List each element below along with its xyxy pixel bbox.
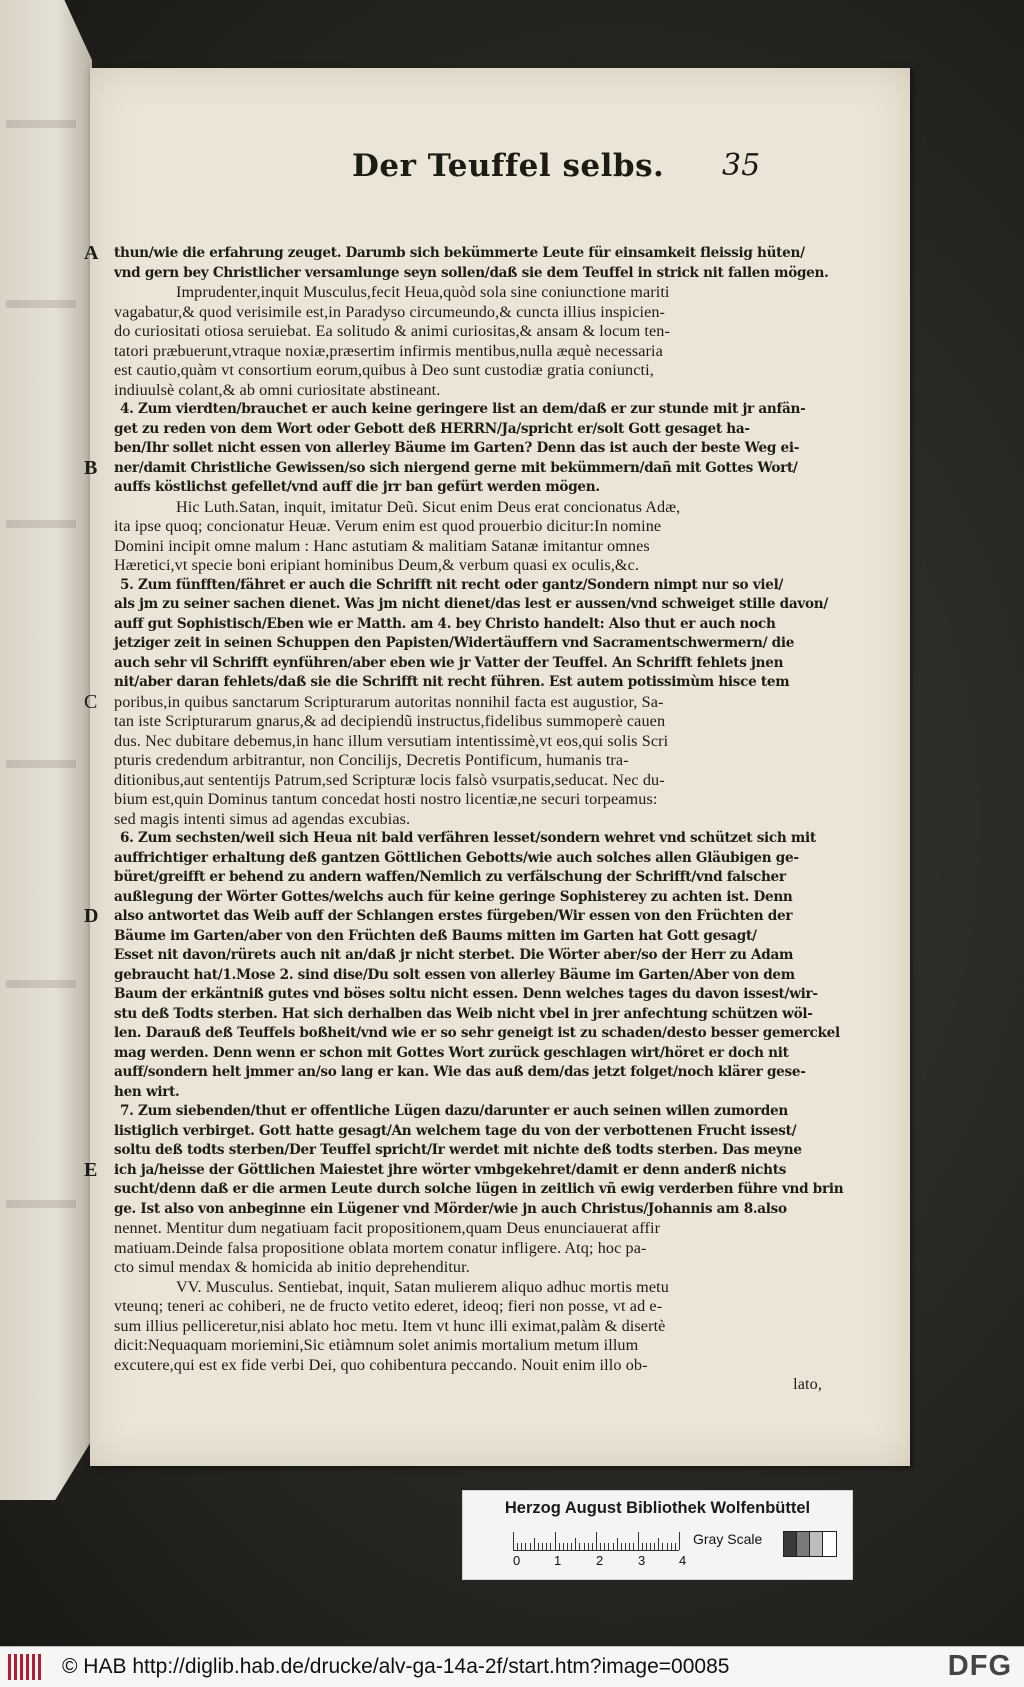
text-line-content: nit/aber daran fehlets/daß sie die Schrifft nit recht führen. Est autem potissimùm hisce tem	[114, 674, 790, 690]
text-line	[114, 283, 822, 303]
text-line-content: sum illius pelliceretur,nisi ablato hoc metu. Item vt hunc illi eximat,palàm & disertè	[114, 1316, 666, 1335]
hab-logo-icon	[8, 1654, 48, 1680]
text-line	[114, 537, 822, 557]
text-line-content: excutere,qui est ex fide verbi Dei, quo cohibentura peccando. Nouit enim illo ob-	[114, 1355, 648, 1374]
text-line-content: Bäume im Garten/aber von den Früchten deß Baums mitten im Garten hat Gott gesagt/	[114, 927, 757, 944]
text-line	[114, 868, 822, 888]
text-line	[114, 1180, 844, 1200]
text-line	[114, 517, 822, 537]
text-line	[114, 751, 822, 771]
text-line-content: büret/greifft er behend zu andern waffen/Nemlich zu verfälschung der Schrifft/vnd falscher	[114, 869, 786, 885]
page-text	[84, 242, 844, 1395]
text-line-content: listiglich verbirget. Gott hatte gesagt/An welchem tage du von der verbottenen Frucht issest/	[114, 1122, 797, 1139]
ruler-tick	[675, 1543, 676, 1550]
text-line	[114, 556, 822, 576]
ruler-tick	[604, 1543, 605, 1550]
text-line	[84, 456, 822, 479]
text-line	[114, 654, 822, 674]
ruler-tick	[534, 1538, 535, 1550]
text-line	[114, 1356, 822, 1376]
text-line	[114, 576, 822, 596]
text-line-content: thun/wie die erfahrung zeuget. Darumb sich bekümmerte Leute für einsamkeit fleissig hüten/	[114, 245, 805, 261]
text-line-content: auff gut Sophistisch/Eben wie er Matth. am 4. bey Christo handelt: Also thut er auch noch	[114, 615, 776, 632]
text-line-content: Hæretici,vt specie boni eripiant hominibus Deum,& verbum quasi ex oculis,&c.	[114, 556, 640, 574]
text-line-content: auffs köstlichst gefellet/vnd auff die jrr ban gefürt werden mögen.	[114, 479, 600, 495]
text-line-content: außlegung der Wörter Gottes/welchs auch für keine geringe Sophisterey zu achten ist. Denn	[114, 888, 793, 905]
ruler-tick	[555, 1532, 556, 1550]
text-line-content: get zu reden von dem Wort oder Gebott deß HERRN/Ja/spricht er/solt Gott gesaget ha-	[114, 420, 750, 437]
ruler-tick	[608, 1543, 609, 1550]
ruler-tick	[650, 1543, 651, 1550]
running-head: Der Teuffel selbs.	[352, 148, 665, 184]
text-line	[114, 1044, 822, 1064]
text-line-content: soltu deß todts sterben/Der Teuffel spricht/Ir werdet mit nichte deß todts sterben. Das meyne	[114, 1142, 802, 1158]
text-line-content: Domini incipit omne malum : Hanc astutiam & malitiam Satanæ imitantur omnes	[114, 536, 650, 555]
text-line	[114, 712, 822, 732]
scale-numbers	[507, 1553, 687, 1569]
ruler-tick	[567, 1543, 568, 1550]
text-line-content: hen wirt.	[114, 1083, 180, 1100]
text-line-content: dicit:Nequaquam moriemini,Sic etiàmnum solet animis mortalium metum illum	[114, 1336, 639, 1354]
text-line	[114, 420, 822, 440]
margin-marker: C	[84, 690, 98, 713]
text-line-content: nennet. Mentitur dum negatiuam facit propositionem,quam Deus enunciauerat affir	[114, 1219, 661, 1237]
text-line	[114, 615, 822, 635]
text-line	[114, 342, 822, 362]
ruler-tick	[633, 1543, 634, 1550]
text-line-content: auch sehr vil Schrifft eynführen/aber eben wie jr Vatter der Teuffel. An Schrifft fehlets jnen	[114, 654, 784, 671]
text-line	[114, 264, 829, 284]
scale-number: 1	[554, 1553, 562, 1568]
text-line-content: ner/damit Christliche Gewissen/so sich niergend gerne mit bekümmern/dañ mit Gottes Wort/	[114, 459, 798, 476]
text-line-content: 7. Zum siebenden/thut er offentliche Lügen dazu/darunter er auch seinen willen zumorden	[120, 1103, 788, 1119]
text-line-content: ita ipse quoq; concionatur Heuæ. Verum enim est quod prouerbio dicitur:In nomine	[114, 517, 662, 535]
text-line	[114, 1258, 822, 1278]
ruler-tick	[550, 1543, 551, 1550]
ruler-tick	[662, 1543, 663, 1550]
margin-marker: A	[84, 242, 99, 264]
text-line-content: dus. Nec dubitare debemus,in hanc illum versutiam intentissimè,vt eos,qui solis Scri	[114, 731, 669, 750]
text-line-content: indiuulsè colant,& ab omni curiositate abstineant.	[114, 380, 441, 399]
text-line	[114, 810, 822, 830]
gray-scale-label: Gray Scale	[693, 1531, 763, 1547]
text-line	[114, 439, 822, 459]
text-line-content: als jm zu seiner sachen dienet. Was jm nicht dienet/das lest er aussen/vnd schweiget stille davon/	[114, 596, 828, 612]
text-line-content: matiuam.Deinde falsa propositione oblata mortem conatur infligere. Atq; hoc pa-	[114, 1238, 647, 1257]
text-line	[114, 361, 822, 381]
text-line-content: Esset nit davon/rürets auch nit an/daß jr nicht sterbet. Die Wörter aber/so der Herr zu Adam	[114, 947, 794, 963]
text-line	[114, 1122, 822, 1142]
text-line-content: VV. Musculus. Sentiebat, inquit, Satan mulierem aliquo adhuc mortis metu	[176, 1277, 669, 1296]
gray-swatch	[822, 1531, 837, 1557]
text-line	[114, 1024, 840, 1044]
text-line	[114, 673, 822, 693]
ruler-tick	[646, 1543, 647, 1550]
ruler-tick	[629, 1543, 630, 1550]
text-line-content: len. Darauß deß Teuffels boßheit/vnd wie er so sehr geneigt ist zu schaden/desto besser gemerckel	[114, 1025, 840, 1041]
text-line	[114, 1005, 822, 1025]
ruler-tick	[521, 1543, 522, 1550]
text-line	[114, 946, 822, 966]
text-line-content: vagabatur,& quod verisimile est,in Paradyso circumeundo,& cuncta illius inspicien-	[114, 302, 666, 321]
ruler-tick	[600, 1543, 601, 1550]
text-line	[84, 690, 822, 713]
ruler-tick	[559, 1543, 560, 1550]
text-line	[114, 595, 828, 615]
text-line-content: ge. Ist also von anbeginne ein Lügener vnd Mörder/wie jn auch Christus/Johannis am 8.also	[114, 1200, 787, 1217]
ruler-tick	[525, 1543, 526, 1550]
text-line	[114, 400, 822, 420]
text-line	[114, 478, 822, 498]
text-line-content: vteunq; teneri ac cohiberi, ne de fructo vetito ederet, ideoq; fieri non posse, vt ad e-	[114, 1297, 663, 1315]
text-line	[84, 1158, 822, 1181]
text-line-content: pturis credendum arbitrantur, non Concilijs, Decretis Pontificum, humanis tra-	[114, 751, 629, 769]
text-line	[84, 905, 822, 927]
text-line-content: Hic Luth.Satan, inquit, imitatur Deũ. Sicut enim Deus erat concionatus Adæ,	[176, 497, 681, 516]
ruler-tick	[596, 1532, 597, 1550]
ruler-tick	[621, 1543, 622, 1550]
text-line	[114, 1239, 822, 1259]
color-reference-card	[462, 1490, 853, 1580]
scale-number: 4	[679, 1553, 687, 1568]
text-line-content: auff/sondern helt jmmer an/so lang er kan. Wie das auß dem/das jetzt folget/noch klärer gese-	[114, 1064, 806, 1080]
text-line	[114, 634, 822, 654]
ruler-tick	[625, 1543, 626, 1550]
margin-marker: D	[84, 905, 99, 927]
margin-marker: E	[84, 1158, 98, 1181]
text-line-content: Imprudenter,inquit Musculus,fecit Heua,quòd sola sine coniunctione mariti	[176, 283, 670, 301]
ruler-tick	[575, 1538, 576, 1550]
text-line-content: vnd gern bey Christlicher versamlunge seyn sollen/daß sie dem Teuffel in strick nit fallen mögen.	[114, 264, 829, 281]
ruler-tick	[613, 1543, 614, 1550]
ruler-tick	[517, 1543, 518, 1550]
ruler-tick	[654, 1543, 655, 1550]
text-line	[114, 1278, 822, 1298]
text-line-content: jetziger zeit in seinen Schuppen den Papisten/Widertäuffern vnd Sacramentschwermern/ die	[114, 635, 795, 651]
text-line	[114, 1141, 822, 1161]
text-line-content: stu deß Todts sterben. Hat sich derhalben das Weib nicht vbel in jrer anfechtung schützen wöl-	[114, 1005, 813, 1022]
ruler-tick	[592, 1543, 593, 1550]
text-line-content: gebraucht hat/1.Mose 2. sind dise/Du solt essen von allerley Bäume im Garten/Aber von dem	[114, 966, 795, 983]
ruler-tick	[579, 1543, 580, 1550]
text-line-content: est cautio,quàm vt consortium eorum,quibus à Deo sunt custodiæ gratia coniuncti,	[114, 361, 654, 379]
text-line-content: 6. Zum sechsten/weil sich Heua nit bald verfähren lesset/sondern wehret vnd schützet sich mit	[120, 830, 816, 846]
text-line	[114, 1219, 822, 1239]
text-line	[114, 1083, 822, 1103]
copyright-link[interactable]: © HAB http://diglib.hab.de/drucke/alv-ga-14a-2f/start.htm?image=00085	[62, 1655, 730, 1678]
ruler-tick	[638, 1532, 639, 1550]
ruler-tick	[563, 1543, 564, 1550]
text-line-content: auffrichtiger erhaltung deß gantzen Göttlichen Gebotts/wie auch solches allen Gläubigen ge-	[114, 849, 799, 866]
page-header	[90, 148, 910, 188]
text-line-content: also antwortet das Weib auff der Schlangen erstes fürgeben/Wir essen von den Früchten der	[114, 908, 793, 924]
text-line	[114, 966, 822, 986]
text-line	[114, 849, 822, 869]
ruler-tick	[584, 1543, 585, 1550]
text-line	[114, 888, 822, 908]
ruler-tick	[642, 1543, 643, 1550]
text-line	[114, 1375, 822, 1395]
text-line-content: 4. Zum vierdten/brauchet er auch keine geringere list an dem/daß er zur stunde mit jr anfän-	[120, 401, 806, 417]
book-page	[84, 68, 910, 1466]
text-line-content: bium est,quin Dominus tantum concedat hosti nostro licentiæ,ne securi torpeamus:	[114, 790, 658, 808]
text-line	[114, 1317, 822, 1337]
footer-bar	[0, 1646, 1024, 1687]
text-line	[114, 1336, 822, 1356]
text-line-content: tan iste Scripturarum gnarus,& ad decipiendũ instructus,fidelibus summoperè cauen	[114, 712, 666, 730]
text-line	[114, 303, 822, 323]
scale-ruler	[513, 1532, 679, 1551]
text-line-content: ditionibus,aut sententijs Patrum,sed Scripturæ locis falsò vsurpatis,seducat. Nec du-	[114, 770, 665, 789]
scale-number: 2	[596, 1553, 604, 1568]
library-name: Herzog August Bibliothek Wolfenbüttel	[504, 1499, 811, 1517]
ruler-tick	[667, 1543, 668, 1550]
scale-number: 0	[513, 1553, 521, 1568]
ruler-tick	[588, 1543, 589, 1550]
text-line-content: mag werden. Denn wenn er schon mit Gottes Wort zurück geschlagen wirt/höret er doch nit	[114, 1044, 789, 1061]
text-line	[114, 927, 822, 947]
text-line-content: tatori præbuerunt,vtraque noxiæ,præsertim infirmis mentibus,nulla æquè necessaria	[114, 341, 663, 360]
ruler-tick	[542, 1543, 543, 1550]
text-line	[114, 985, 822, 1005]
text-line	[114, 322, 822, 342]
text-line-content: poribus,in quibus sanctarum Scripturarum autoritas nonnihil facta est augustior, Sa-	[114, 692, 664, 711]
text-line-content: 5. Zum fünfften/fähret er auch die Schrifft nit recht oder gantz/Sondern nimpt nur so viel/	[120, 576, 784, 593]
text-line	[114, 829, 822, 849]
ruler-tick	[513, 1532, 514, 1550]
ruler-tick	[617, 1538, 618, 1550]
text-line-content: sucht/denn daß er die armen Leute durch solche lügen in zeitlich vñ ewig verderben führe vnd brin	[114, 1181, 844, 1197]
ruler-tick	[679, 1532, 680, 1550]
text-line-content: cto simul mendax & homicida ab initio deprehenditur.	[114, 1258, 470, 1276]
facing-page-edge	[0, 0, 92, 1500]
ruler-tick	[571, 1543, 572, 1550]
text-line-content: Baum der erkäntniß gutes vnd böses soltu nicht essen. Denn welches tages du davon issest/wir-	[114, 986, 818, 1002]
ruler-tick	[546, 1543, 547, 1550]
text-line	[114, 771, 822, 791]
folio-number: 35	[722, 148, 761, 183]
text-line	[114, 732, 822, 752]
text-line	[84, 242, 822, 264]
dfg-logo: DFG	[947, 1650, 1012, 1682]
text-line	[114, 790, 822, 810]
ruler-tick	[530, 1543, 531, 1550]
ruler-tick	[538, 1543, 539, 1550]
text-line	[114, 1297, 822, 1317]
text-line-content: lato,	[793, 1375, 822, 1393]
ruler-tick	[671, 1543, 672, 1550]
text-line	[114, 1063, 822, 1083]
text-line	[114, 381, 822, 401]
ruler-tick	[658, 1538, 659, 1550]
text-line-content: ich ja/heisse der Göttlichen Maiestet jhre wörter vmbgekehret/damit er denn anderß nichts	[114, 1161, 787, 1178]
text-line	[114, 1200, 822, 1220]
margin-marker: B	[84, 456, 98, 479]
text-line	[114, 498, 822, 518]
text-line	[114, 1102, 822, 1122]
text-line-content: do curiositati otiosa seruiebat. Ea solitudo & animi curiositas,& ansam & locum ten-	[114, 322, 670, 340]
text-line-content: ben/Ihr sollet nicht essen von allerley Bäume im Garten? Denn das ist auch der beste Weg ei-	[114, 440, 800, 456]
text-line-content: sed magis intenti simus ad agendas excubias.	[114, 809, 411, 828]
scale-number: 3	[638, 1553, 646, 1568]
